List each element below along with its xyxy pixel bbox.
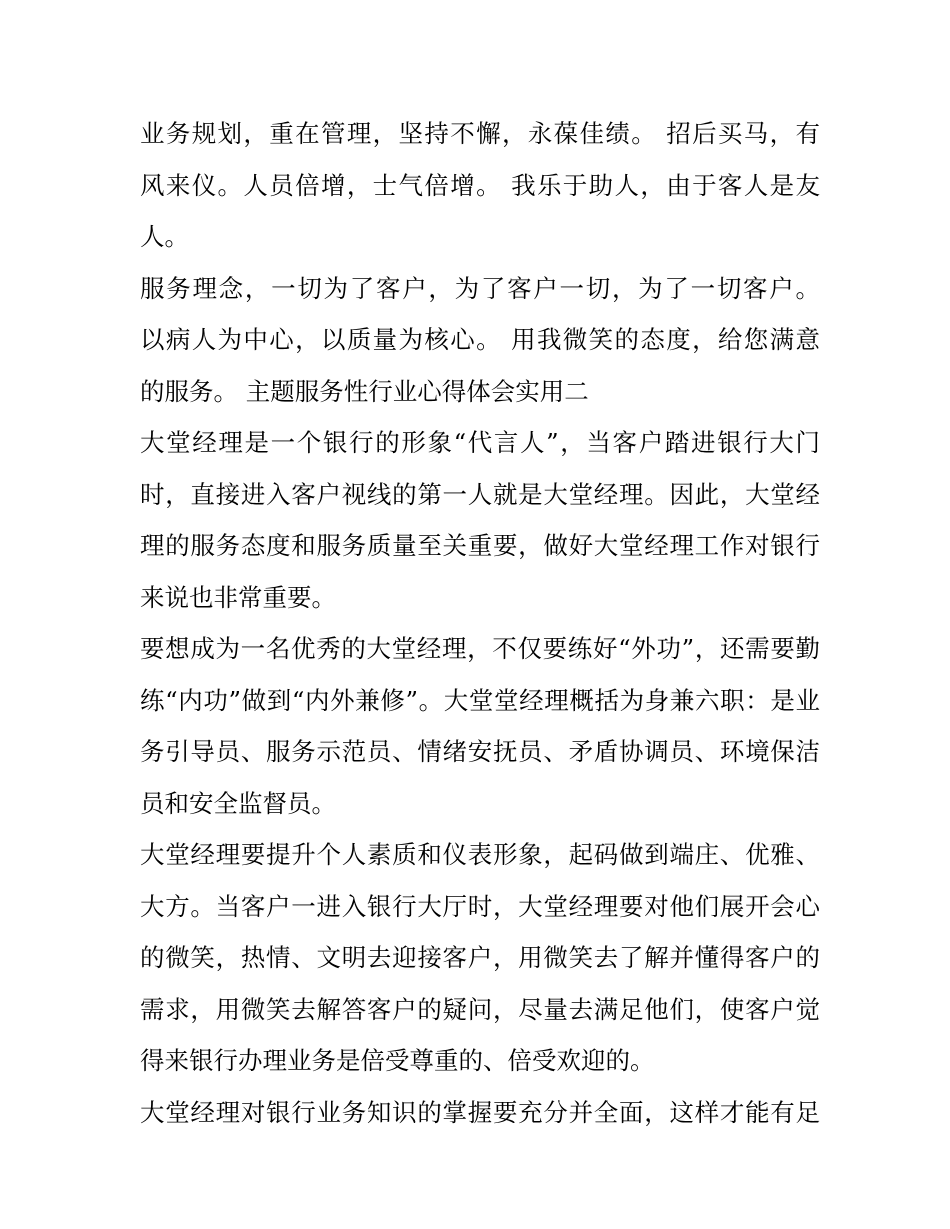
text-line: 的微笑，热情、文明去迎接客户，用微笑去了解并懂得客户的	[140, 943, 820, 972]
text-line: 来说也非常重要。	[140, 582, 336, 612]
text-line: 的服务。 主题服务性行业心得体会实用二	[140, 376, 589, 406]
text-line: 务引导员、服务示范员、情绪安抚员、矛盾协调员、环境保洁	[140, 737, 820, 766]
text-line: 员和安全监督员。	[140, 788, 336, 818]
text-line: 人。	[140, 222, 189, 251]
text-line: 练“内功”做到“内外兼修”。大堂堂经理概括为身兼六职：是业	[140, 685, 820, 715]
text-line: 风来仪。人员倍增，士气倍增。 我乐于助人，由于客人是友	[140, 170, 820, 200]
text-line: 服务理念，一切为了客户，为了客户一切，为了一切客户。	[140, 273, 820, 303]
text-line: 业务规划，重在管理，坚持不懈，永葆佳绩。 招后买马，有	[140, 119, 820, 148]
text-line: 时，直接进入客户视线的第一人就是大堂经理。因此，大堂经	[140, 479, 820, 509]
text-line: 以病人为中心，以质量为核心。 用我微笑的态度，给您满意	[140, 325, 820, 354]
body-text	[140, 108, 820, 1138]
text-line: 大方。当客户一进入银行大厅时，大堂经理要对他们展开会心	[140, 891, 820, 921]
text-line: 理的服务态度和服务质量至关重要，做好大堂经理工作对银行	[140, 531, 820, 560]
text-line: 大堂经理对银行业务知识的掌握要充分并全面，这样才能有足	[140, 1097, 820, 1127]
text-line: 得来银行办理业务是倍受尊重的、倍受欢迎的。	[140, 1046, 655, 1075]
text-line: 要想成为一名优秀的大堂经理，不仅要练好“外功”，还需要勤	[140, 634, 820, 663]
text-line: 大堂经理是一个银行的形象“代言人”，当客户踏进银行大门	[140, 428, 820, 457]
text-line: 需求，用微笑去解答客户的疑问，尽量去满足他们，使客户觉	[140, 994, 820, 1024]
text-line: 大堂经理要提升个人素质和仪表形象，起码做到端庄、优雅、	[140, 840, 820, 869]
